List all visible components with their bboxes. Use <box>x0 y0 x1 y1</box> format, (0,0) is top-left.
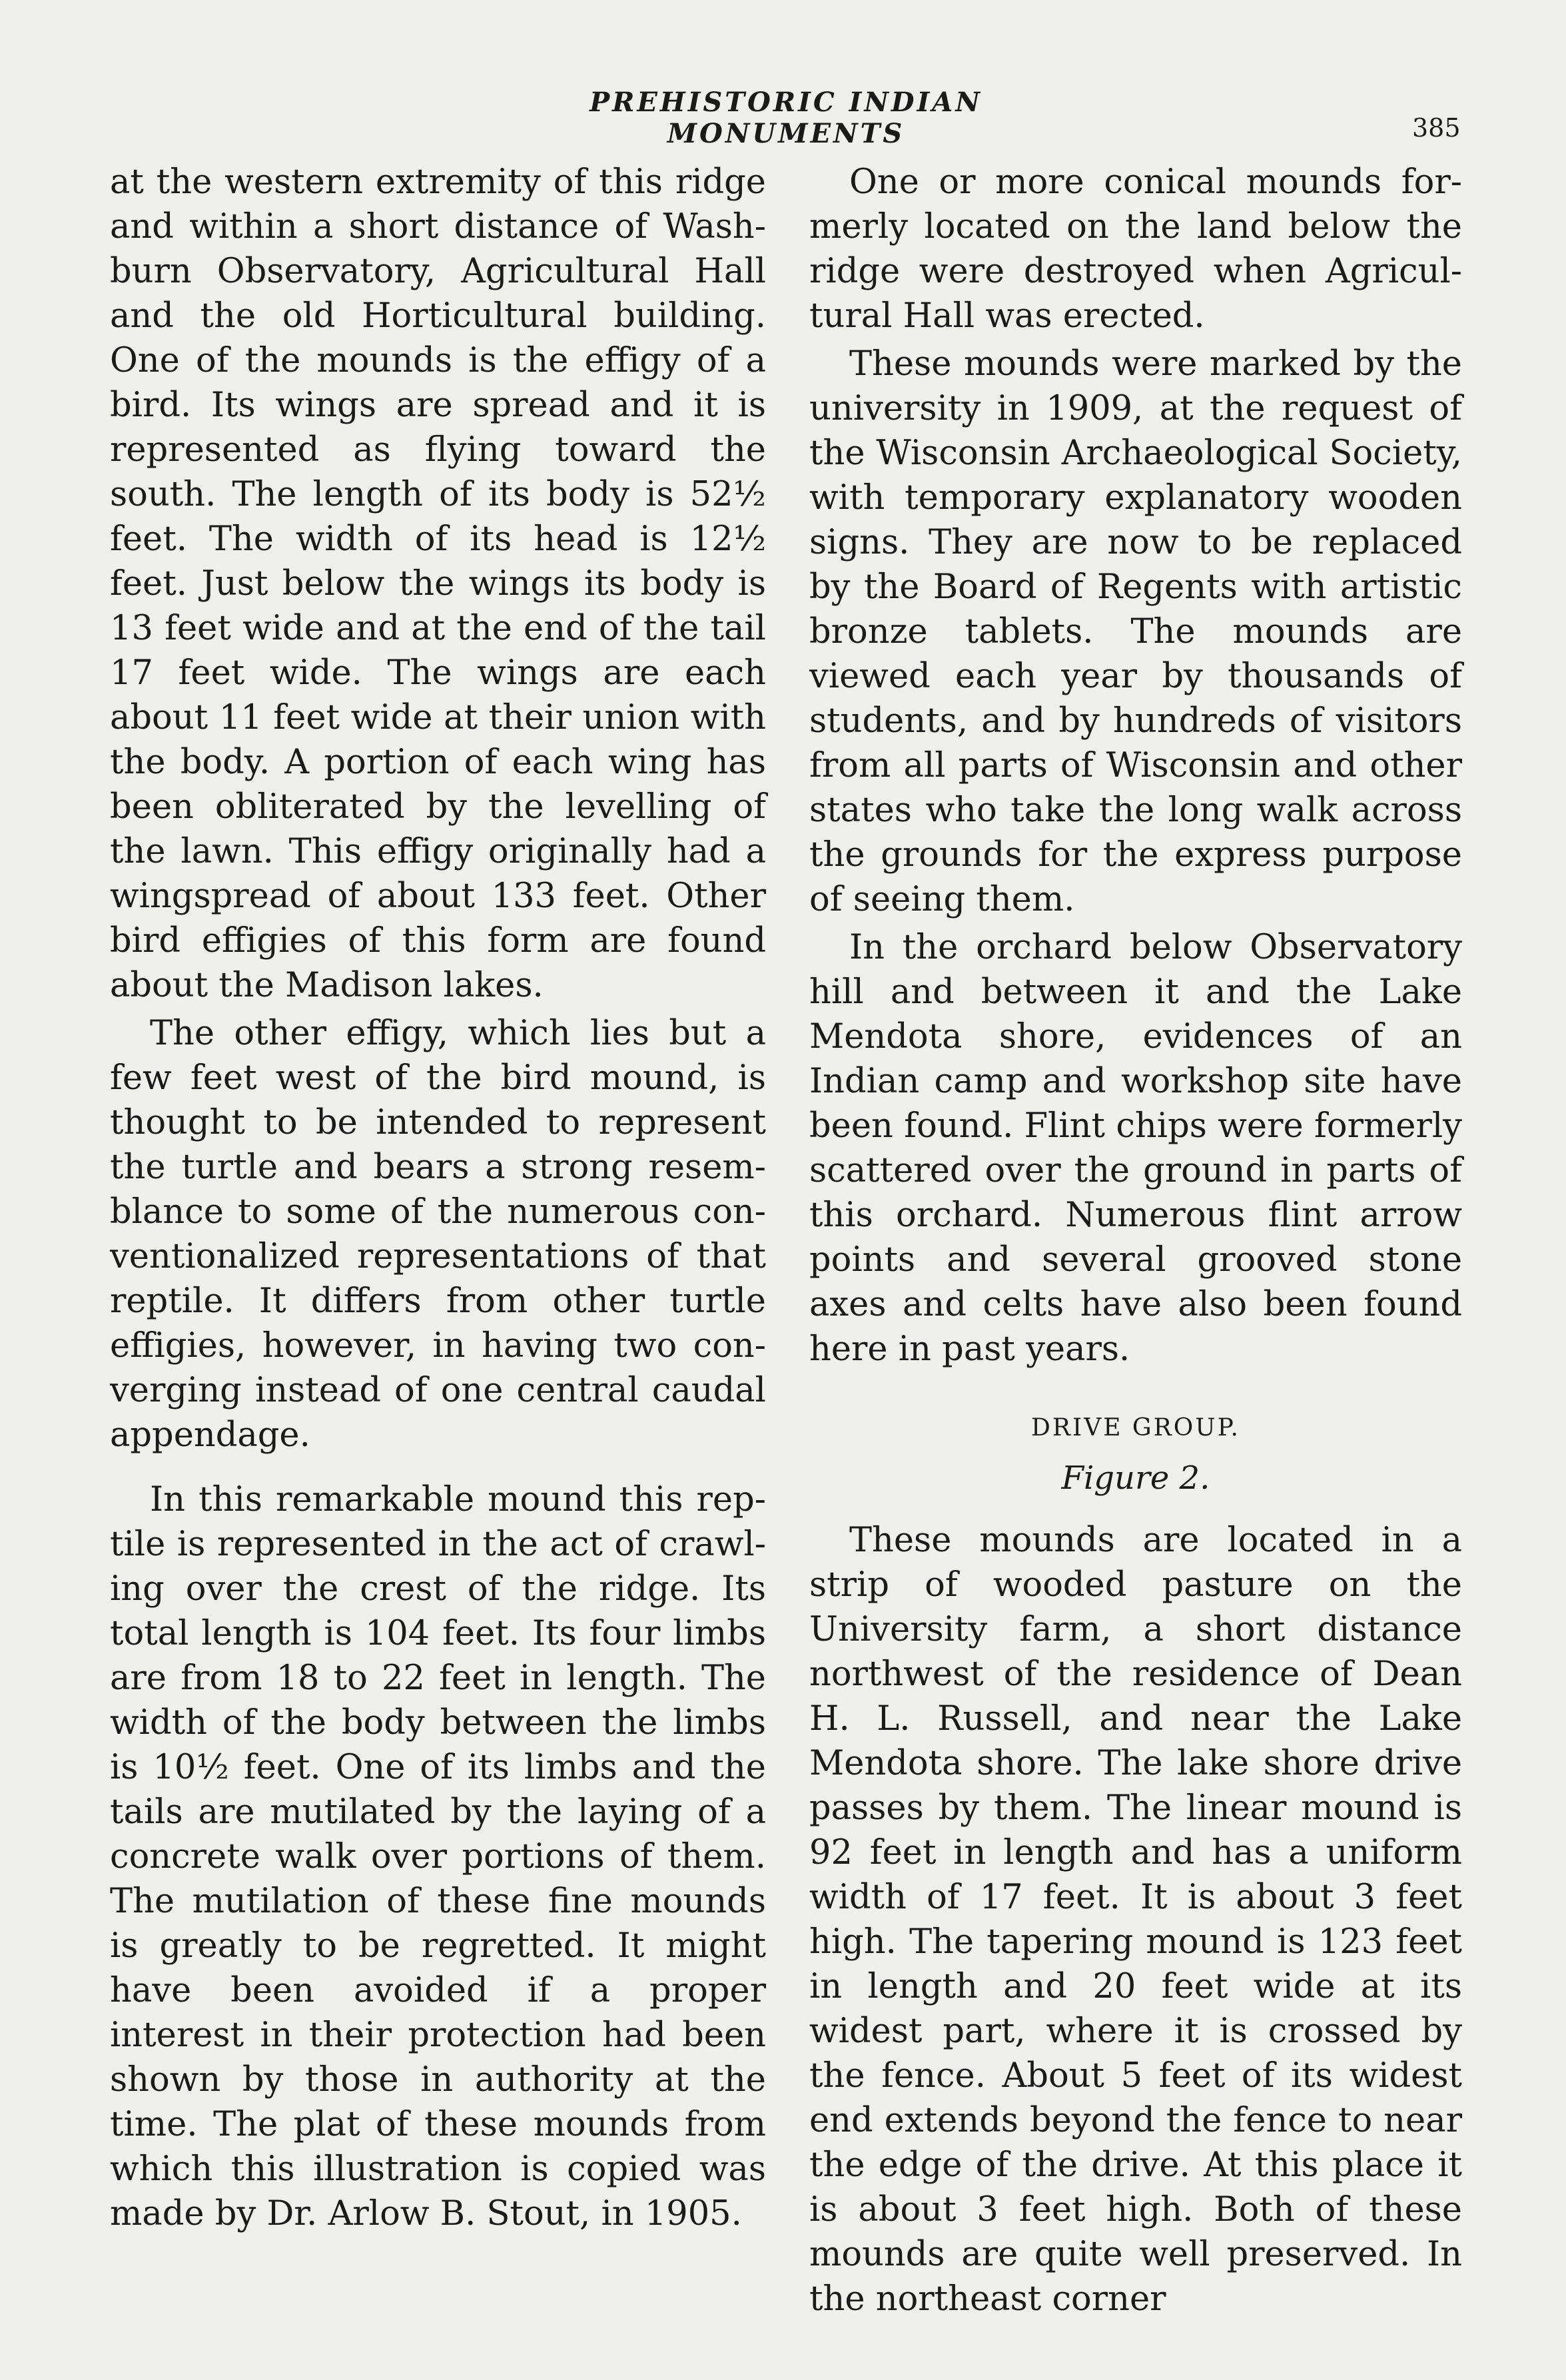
left-column <box>110 160 766 2239</box>
right-column <box>809 160 1462 2325</box>
paragraph: One or more conical mounds formerly located on the land below the ridge were destroyed when Agricultural Hall was erected. <box>809 163 1462 336</box>
running-title: PREHISTORIC INDIAN MONUMENTS <box>589 87 982 149</box>
paragraph: The other effigy, which lies but a few feet west of the bird mound, is thought to be intended to represent the turtle and bears a strong resemblance to some of the numerous conventionalized representations of that reptile. It differs from other turtle effigies, however, in having two converging instead of one central caudal appendage. <box>110 1014 766 1455</box>
figure-reference: Figure 2. <box>1061 1459 1210 1497</box>
paragraph: In this remarkable mound this reptile is represented in the act of crawling over the crest of the ridge. Its total length is 104 feet. Its four limbs are from 18 to 22 feet in length. The width of the body between the limbs is 10½ feet. One of its limbs and the tails are mutilated by the laying of a concrete walk over portions of them. The mutilation of these fine mounds is greatly to be regretted. It might have been avoided if a proper interest in their protection had been shown by those in authority at the time. The plat of these mounds from which this illustration is copied was made by Dr. Arlow B. Stout, in 1905. <box>110 1480 766 2233</box>
paragraph: These mounds are located in a strip of wooded pasture on the University farm, a short distance northwest of the residence of Dean H. L. Russell, and near the Lake Mendota shore. The lake shore drive passes by them. The linear mound is 92 feet in length and has a uniform width of 17 feet. It is about 3 feet high. The tapering mound is 123 feet in length and 20 feet wide at its widest part, where it is crossed by the fence. About 5 feet of its widest end extends beyond the fence to near the edge of the drive. At this place it is about 3 feet high. Both of these mounds are quite well preserved. In the northeast corner <box>809 1521 1462 2319</box>
paragraph: In the orchard below Observatory hill and between it and the Lake Mendota shore, evidences of an Indian camp and workshop site have been found. Flint chips were formerly scattered over the ground in parts of this orchard. Numerous flint arrow points and several grooved stone axes and celts have also been found here in past years. <box>809 928 1462 1369</box>
page-number: 385 <box>1412 113 1461 143</box>
paragraph: at the western extremity of this ridge and within a short distance of Washburn Observatory, Agricultural Hall and the old Horticultural building. One of the mounds is the effigy of a bird. Its wings are spread and it is represented as flying toward the south. The length of its body is 52½ feet. The width of its head is 12½ feet. Just below the wings its body is 13 feet wide and at the end of the tail 17 feet wide. The wings are each about 11 feet wide at their union with the body. A portion of each wing has been obliterated by the levelling of the lawn. This effigy originally had a wingspread of about 133 feet. Other bird effigies of this form are found about the Madison lakes. <box>110 163 766 1005</box>
paragraph: These mounds were marked by the university in 1909, at the request of the Wisconsin Archaeological Society, with temporary explanatory wooden signs. They are now to be replaced by the Board of Regents with artistic bronze tablets. The mounds are viewed each year by thousands of students, and by hundreds of visitors from all parts of Wisconsin and other states who take the long walk across the grounds for the express purpose of seeing them. <box>809 344 1462 919</box>
section-heading: DRIVE GROUP. <box>1031 1414 1240 1441</box>
